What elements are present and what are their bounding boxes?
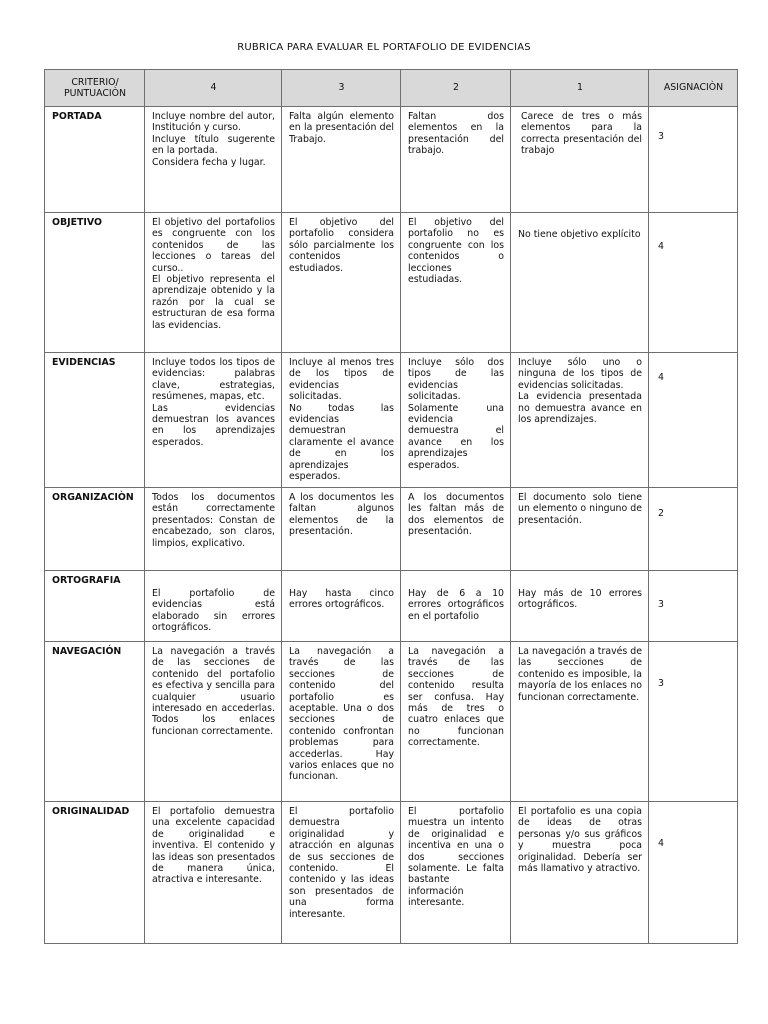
asignacion-cell: 2 — [649, 488, 738, 571]
table-row — [45, 642, 738, 802]
score-3-cell: El portafolio demuestra originalidad y atracción en algunas de sus secciones de contenido. El contenido y las ideas son presentados de una forma interesante. — [282, 802, 401, 944]
header-row — [45, 70, 738, 107]
page-title: RUBRICA PARA EVALUAR EL PORTAFOLIO DE EVIDENCIAS — [237, 42, 531, 53]
criterio-cell: ORTOGRAFIA — [45, 571, 145, 642]
score-4-cell: El objetivo del portafolios es congruente con los contenidos de las lecciones o tareas del curso.. El objetivo representa el aprendizaje obtenido y la razón por la cual se estructuran de esa forma las evidencias. — [145, 213, 282, 353]
header-asignacion: ASIGNACIÒN — [649, 70, 738, 107]
table-row — [45, 571, 738, 642]
score-3-cell: El objetivo del portafolio considera sólo parcialmente los contenidos estudiados. — [282, 213, 401, 353]
score-2-cell: El objetivo del portafolio no es congruente con los contenidos o lecciones estudiadas. — [401, 213, 511, 353]
score-2-cell: Incluye sólo dos tipos de las evidencias solicitadas. Solamente una evidencia demuestra el avance en los aprendizajes esperados. — [401, 353, 511, 488]
table-row — [45, 107, 738, 213]
table-row — [45, 802, 738, 944]
score-1-cell: El portafolio es una copia de ideas de otras personas y/o sus gráficos y muestra poca originalidad. Debería ser más llamativo y atractivo. — [511, 802, 649, 944]
criterio-cell: NAVEGACIÓN — [45, 642, 145, 802]
score-1-cell: La navegación a través de las secciones de contenido es imposible, la mayoría de los enlaces no funcionan correctamente. — [511, 642, 649, 802]
table-row — [45, 488, 738, 571]
score-4-cell: Incluye todos los tipos de evidencias: palabras clave, estrategias, resúmenes, mapas, etc. Las evidencias demuestran los avances en los aprendizajes esperados. — [145, 353, 282, 488]
criterio-cell: PORTADA — [45, 107, 145, 213]
header-score-3: 3 — [282, 70, 401, 107]
asignacion-cell: 4 — [649, 353, 738, 488]
score-1-cell: Incluye sólo uno o ninguna de los tipos de evidencias solicitadas. La evidencia presentada no demuestra avance en los aprendizajes. — [511, 353, 649, 488]
score-3-cell: Incluye al menos tres de los tipos de evidencias solicitadas. No todas las evidencias demuestran claramente el avance de en los aprendizajes esperados. — [282, 353, 401, 488]
asignacion-cell: 4 — [649, 213, 738, 353]
score-2-cell: Hay de 6 a 10 errores ortográficos en el portafolio — [401, 571, 511, 642]
asignacion-cell: 3 — [649, 571, 738, 642]
score-3-cell: Falta algún elemento en la presentación del Trabajo. — [282, 107, 401, 213]
score-3-cell: La navegación a través de las secciones de contenido del portafolio es aceptable. Una o dos secciones de contenido confrontan problemas para accederlas. Hay varios enlaces que no funcionan. — [282, 642, 401, 802]
asignacion-cell: 3 — [649, 642, 738, 802]
score-1-cell: Hay más de 10 errores ortográficos. — [511, 571, 649, 642]
asignacion-cell: 3 — [649, 107, 738, 213]
criterio-cell: ORIGINALIDAD — [45, 802, 145, 944]
table-row — [45, 353, 738, 488]
score-4-cell: La navegación a través de las secciones de contenido del portafolio es efectiva y sencilla para cualquier usuario interesado en accederlas. Todos los enlaces funcionan correctamente. — [145, 642, 282, 802]
score-4-cell: El portafolio demuestra una excelente capacidad de originalidad e inventiva. El contenido y las ideas son presentados de manera única, atractiva e interesante. — [145, 802, 282, 944]
score-2-cell: La navegación a través de las secciones de contenido resulta ser confusa. Hay más de tres o cuatro enlaces que no funcionan correctamente. — [401, 642, 511, 802]
score-1-cell: Carece de tres o más elementos para la correcta presentación del trabajo — [511, 107, 649, 213]
header-score-4: 4 — [145, 70, 282, 107]
table-row — [45, 213, 738, 353]
rubric-table — [44, 69, 738, 944]
score-3-cell: Hay hasta cinco errores ortográficos. — [282, 571, 401, 642]
score-1-cell: No tiene objetivo explícito — [511, 213, 649, 353]
asignacion-cell: 4 — [649, 802, 738, 944]
score-1-cell: El documento solo tiene un elemento o ninguno de presentación. — [511, 488, 649, 571]
criterio-cell: ORGANIZACIÒN — [45, 488, 145, 571]
criterio-cell: EVIDENCIAS — [45, 353, 145, 488]
score-2-cell: A los documentos les faltan más de dos elementos de presentación. — [401, 488, 511, 571]
score-4-cell: El portafolio de evidencias está elaborado sin errores ortográficos. — [145, 571, 282, 642]
header-criterio: CRITERIO/ PUNTUACIÒN — [45, 70, 145, 107]
score-3-cell: A los documentos les faltan algunos elementos de la presentación. — [282, 488, 401, 571]
score-2-cell: El portafolio muestra un intento de originalidad e incentiva en una o dos secciones solamente. Le falta bastante información interesante. — [401, 802, 511, 944]
header-score-2: 2 — [401, 70, 511, 107]
header-score-1: 1 — [511, 70, 649, 107]
score-4-cell: Todos los documentos están correctamente presentados: Constan de encabezado, son claros, limpios, explicativo. — [145, 488, 282, 571]
score-2-cell: Faltan dos elementos en la presentación del trabajo. — [401, 107, 511, 213]
criterio-cell: OBJETIVO — [45, 213, 145, 353]
score-4-cell: Incluye nombre del autor, Institución y curso. Incluye título sugerente en la portada. Considera fecha y lugar. — [145, 107, 282, 213]
